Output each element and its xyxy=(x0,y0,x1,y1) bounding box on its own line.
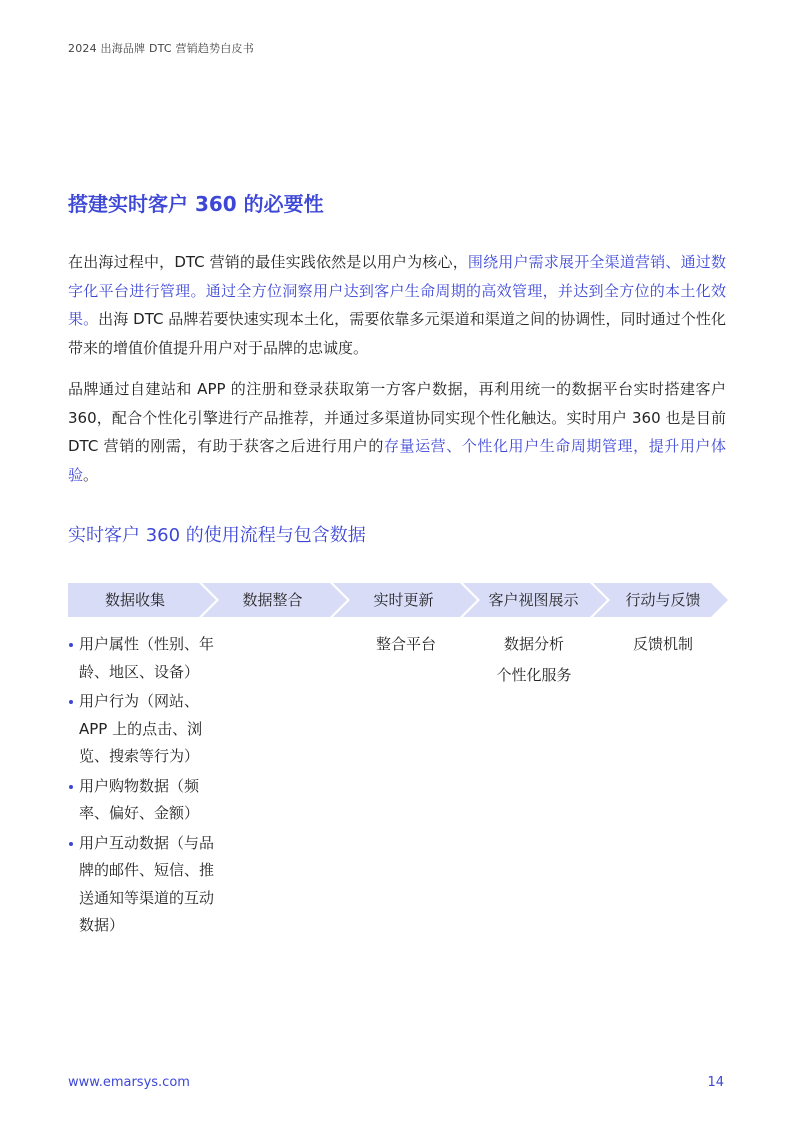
list-item xyxy=(68,830,218,940)
collect-data-list xyxy=(68,631,218,942)
highlight-text: 围绕用户需求展开全渠道营销、通过数字化平台进行管理。通过全方位洞察用户达到客户生命周期的高效管理，并达到全方位的本土化效果。 xyxy=(68,253,726,328)
flow-step-integrate: 数据整合 xyxy=(242,591,303,609)
subsection-title: 实时客户 360 的使用流程与包含数据 xyxy=(68,525,366,546)
view-column xyxy=(468,629,600,691)
flow-step-view: 客户视图展示 xyxy=(488,591,579,609)
list-item-text: 用户购物数据（频率、偏好、金额） xyxy=(79,776,200,822)
list-item-text: 用户互动数据（与品牌的邮件、短信、推送通知等渠道的互动数据） xyxy=(79,833,215,934)
highlight-text: 存量运营、个性化用户生命周期管理，提升用户体验 xyxy=(68,437,726,484)
paragraph-text: 出海 DTC 品牌若要快速实现本土化，需要依靠多元渠道和渠道之间的协调性，同时通过个性化带来的增值价值提升用户对于品牌的忠诚度。 xyxy=(68,310,726,357)
list-item-text: 用户属性（性别、年龄、地区、设备） xyxy=(79,635,215,681)
paragraph-text: 在出海过程中，DTC 营销的最佳实践依然是以用户为核心， xyxy=(68,253,468,271)
flow-step-collect: 数据收集 xyxy=(104,591,165,609)
list-item xyxy=(68,631,218,686)
action-item: 反馈机制 xyxy=(632,635,693,653)
view-item: 数据分析 xyxy=(503,635,564,653)
list-item xyxy=(68,688,218,771)
bullet-dot-icon xyxy=(69,700,73,704)
action-column xyxy=(598,629,728,660)
paragraph-text: 品牌通过自建站和 APP 的注册和登录获取第一方客户数据，再利用统一的数据平台实时搭建客户 360，配合个性化引擎进行产品推荐，并通过多渠道协同实现个性化触达。实时用户 360 也是目前 DTC 营销的刚需，有助于获客之后进行用户的 xyxy=(68,380,726,455)
page-number: 14 xyxy=(707,1075,724,1090)
paragraph-data-collection xyxy=(68,375,726,489)
view-item: 个性化服务 xyxy=(496,666,572,684)
update-item: 整合平台 xyxy=(375,635,436,653)
list-item-text: 用户行为（网站、APP 上的点击、浏览、搜索等行为） xyxy=(79,692,203,765)
bullet-dot-icon xyxy=(69,643,73,647)
bullet-dot-icon xyxy=(69,842,73,846)
update-column xyxy=(340,629,472,660)
document-header-title: 2024 出海品牌 DTC 营销趋势白皮书 xyxy=(68,42,254,55)
bullet-dot-icon xyxy=(69,785,73,789)
footer-url: www.emarsys.com xyxy=(68,1075,190,1090)
list-item xyxy=(68,773,218,828)
section-title: 搭建实时客户 360 的必要性 xyxy=(68,192,324,216)
flow-step-update: 实时更新 xyxy=(373,591,434,609)
process-flow xyxy=(68,583,728,617)
paragraph-text: 。 xyxy=(83,465,99,484)
paragraph-necessity xyxy=(68,248,726,362)
flow-step-action: 行动与反馈 xyxy=(625,591,701,609)
